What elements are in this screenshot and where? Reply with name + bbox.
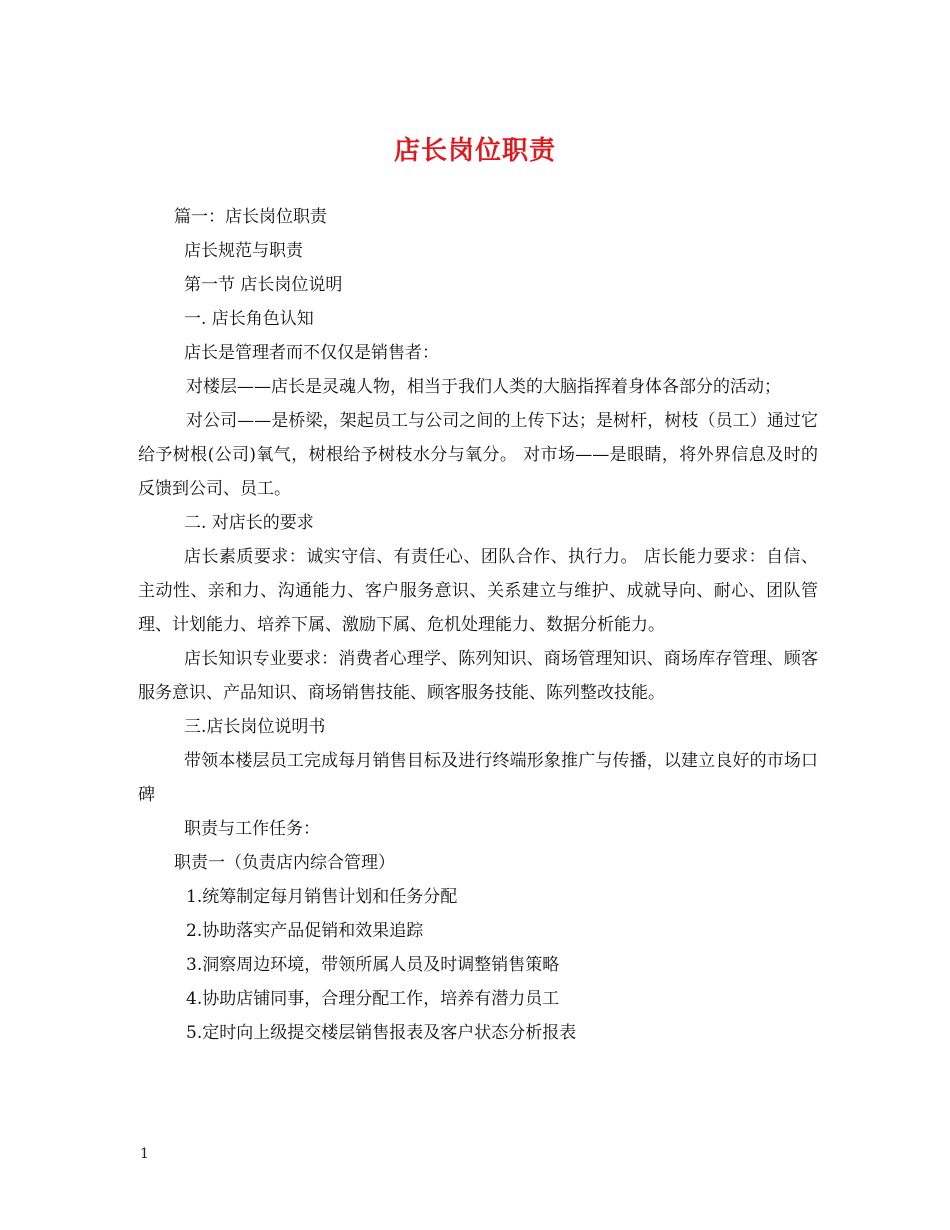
section-heading-three: 三.店长岗位说明书 (184, 717, 326, 737)
section-heading-two: 二. 对店长的要求 (184, 513, 314, 533)
list-item: 2.协助落实产品促销和效果追踪 (186, 921, 424, 941)
list-item: 5.定时向上级提交楼层销售报表及客户状态分析报表 (186, 1023, 577, 1043)
chapter-heading: 篇一：店长岗位职责 (174, 207, 327, 227)
list-item: 3.洞察周边环境，带领所属人员及时调整销售策略 (186, 955, 560, 975)
paragraph: 对楼层——店长是灵魂人物，相当于我们人类的大脑指挥着身体各部分的活动； (186, 377, 781, 397)
duty-heading: 职责一（负责店内综合管理） (174, 853, 395, 873)
section-title: 店长规范与职责 (184, 241, 303, 261)
document-body (138, 200, 818, 1050)
paragraph: 带领本楼层员工完成每月销售目标及进行终端形象推广与传播，以建立良好的市场口碑 (138, 751, 818, 805)
list-item: 4.协助店铺同事，合理分配工作，培养有潜力员工 (186, 989, 560, 1009)
page-number: 1 (140, 1146, 149, 1162)
section-heading-one: 一. 店长角色认知 (184, 309, 314, 329)
list-item: 1.统筹制定每月销售计划和任务分配 (186, 887, 458, 907)
paragraph: 店长知识专业要求：消费者心理学、陈列知识、商场管理知识、商场库存管理、顾客服务意识、产品知识、商场销售技能、顾客服务技能、陈列整改技能。 (138, 649, 818, 703)
paragraph: 职责与工作任务： (184, 819, 320, 839)
paragraph: 店长是管理者而不仅仅是销售者： (184, 343, 439, 363)
paragraph: 对公司——是桥梁，架起员工与公司之间的上传下达；是树杆，树枝（员工）通过它给予树根(公司)氧气，树根给予树枝水分与氧分。 对市场——是眼睛，将外界信息及时的反馈到公司、员工。 (138, 411, 818, 499)
subsection-title: 第一节 店长岗位说明 (184, 275, 343, 295)
paragraph: 店长素质要求：诚实守信、有责任心、团队合作、执行力。 店长能力要求：自信、主动性、亲和力、沟通能力、客户服务意识、关系建立与维护、成就导向、耐心、团队管理、计划能力、培养下属、激励下属、危机处理能力、数据分析能力。 (138, 547, 818, 635)
document-title: 店长岗位职责 (393, 136, 556, 166)
